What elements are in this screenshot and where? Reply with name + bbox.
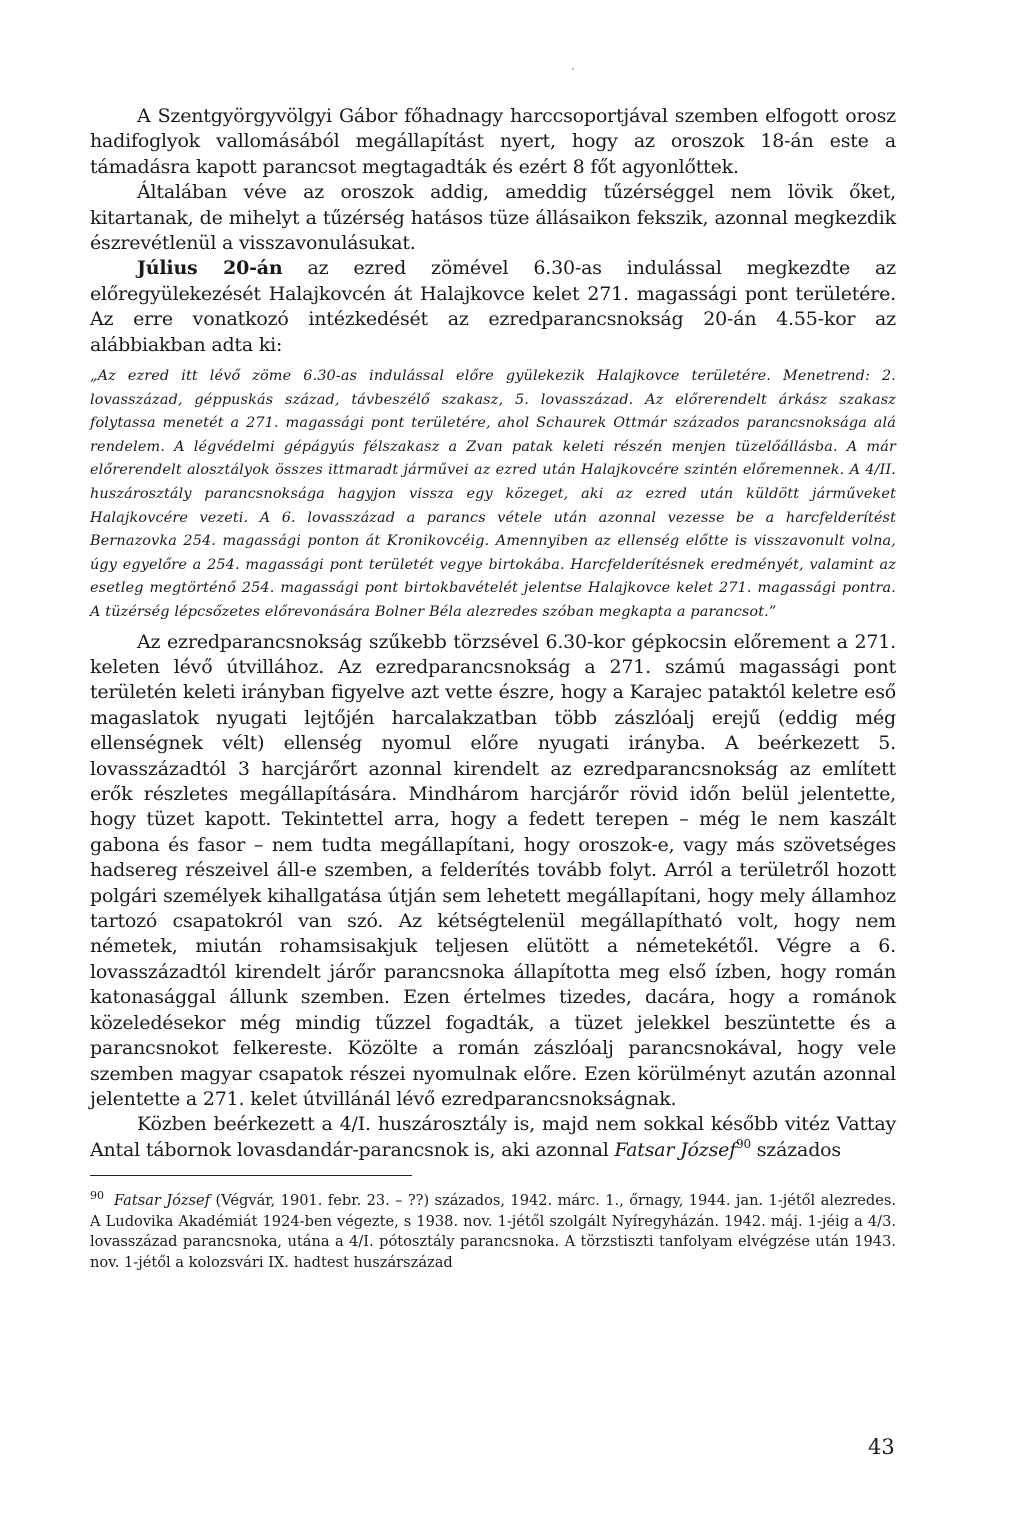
- quoted-order: „Az ezred itt lévő zöme 6.30-as indulással előre gyülekezik Halajkovce területére. Menetrend: 2. lovasszázad, géppuskás század, távbeszélő szakasz, 5. lovasszázad. Az előrerendelt árkász szakasz folytassa menetét a 271. magassági pont területére, ahol Schaurek Ottmár százados parancsnoksága alá rendelem. A légvédelmi gépágyús félszakasz a Zvan patak keleti részén menjen tüzelőállásba. A már előrerendelt alosztályok összes ittmaradt járművei az ezred után Halajkovcére szintén előremennek. A 4/II. huszárosztály parancsnoksága hagyjon vissza egy közeget, aki az ezred után küldött járműveket Halajkovcére vezeti. A 6. lovasszázad a parancs vétele után azonnal vezesse be a harcfelderítést Bernazovka 254. magassági ponton át Kronikovcéig. Amennyiben az ellenség előtte is visszavonult volna, úgy egyelőre a 254. magassági pont területét vegye birtokába. Harcfelderítésnek eredményét, valamint az esetleg megtörténő 254. magassági pont birtokbavételét jelentse Halajkovce kelet 271. magassági pontra. A tüzérség lépcsőzetes előrevonására Bolner Béla alezredes szóban megkapta a parancsot.”: [90, 368, 896, 620]
- date-heading: Július 20-án: [137, 257, 283, 280]
- scan-speck: [572, 68, 574, 70]
- paragraph-2: Általában véve az oroszok addig, ameddig tűzérséggel nem lövik őket, kitartanak, de mihelyt a tűzérség hatásos tüze állásaikon fekszik, azonnal megkezdik észrevétlenül a visszavonulásukat.: [90, 181, 896, 255]
- footnote-divider: [90, 1175, 412, 1176]
- paragraph-1: A Szentgyörgyvölgyi Gábor főhadnagy harccsoportjával szemben elfogott orosz hadifoglyok vallomásából megállapítást nyert, hogy az oroszok 18-án este a támadásra kapott parancsot megtagadták és ezért 8 főt agyonlőttek.: [90, 105, 896, 178]
- footnote-text: (Végvár, 1901. febr. 23. – ??) százados, 1942. márc. 1., őrnagy, 1944. jan. 1-jétől alezredes. A Ludovika Akadémiát 1924-ben végezte, s 1938. nov. 1-jétől szolgált Nyíregyházán. 1942. máj. 1-jéig a 4/3. lovasszázad parancsnoka, utána a 4/I. pótosztály parancsnoka. A törzstiszti tanfolyam elvégzése után 1943. nov. 1-jétől a kolozsvári IX. hadtest huszárszázad: [90, 1192, 896, 1271]
- paragraph-5-text-b: százados: [750, 1138, 841, 1161]
- footnote-number: 90: [90, 1189, 104, 1203]
- paragraph-5: [90, 1112, 896, 1163]
- page-body: [90, 104, 896, 1273]
- footnote-reference: 90: [736, 1136, 751, 1151]
- paragraph-4: Az ezredparancsnokság szűkebb törzsével 6.30-kor gépkocsin előrement a 271. keleten lévő útvillához. Az ezredparancsnokság a 271. számú magassági pont területén keleti irányban figyelve azt vette észre, hogy a Karajec pataktól keletre eső magaslatok nyugati lejtőjén harcalakzatban több zászlóalj erejű (eddig még ellenségnek vélt) ellenség nyomul előre nyugati irányba. A beérkezett 5. lovasszázadtól 3 harcjárőrt azonnal kirendelt az ezredparancsnokság az említett erők részletes megállapítására. Mindhárom harcjárőr rövid időn belül jelentette, hogy tüzet kapott. Tekintettel arra, hogy a fedett terepen – még le nem kaszált gabona és fasor – nem tudta megállapítani, hogy oroszok-e, vagy más szövetséges hadsereg részeivel áll-e szemben, a felderítés tovább folyt. Arról a területről hozott polgári személyek kihallgatása útján sem lehetett megállapítani, hogy mely államhoz tartozó csapatokról van szó. Az kétségtelenül megállapítható volt, hogy nem németek, miután rohamsisakjuk teljesen elütött a németekétől. Végre a 6. lovasszázadtól kirendelt járőr parancsnoka állapította meg első ízben, hogy román katonasággal állunk szemben. Ezen értelmes tizedes, dacára, hogy a románok közeledésekor még mindig tűzzel fogadták, a tüzet jelekkel beszüntette és a parancsnokot felkereste. Közölte a román zászlóalj parancsnokával, hogy vele szemben magyar csapatok részei nyomulnak előre. Ezen körülményt azután azonnal jelentette a 271. kelet útvillánál lévő ezredparancsnokságnak.: [90, 630, 896, 1110]
- footnote: [90, 1186, 896, 1273]
- footnote-name: Fatsar József: [114, 1192, 211, 1210]
- paragraph-5-text-a: Közben beérkezett a 4/I. huszárosztály is, majd nem sokkal később vitéz Vattay Antal tábornok lovasdandár-parancsnok is, aki azonnal: [90, 1113, 896, 1161]
- paragraph-3: [90, 256, 896, 358]
- person-name: Fatsar József: [614, 1138, 737, 1161]
- paragraph-3-text: az ezred zömével 6.30-as indulással megkezdte az előregyülekezését Halajkovcén át Halajkovce kelet 271. magassági pont területére. Az erre vonatkozó intézkedését az ezredparancsnokság 20-án 4.55-kor az alábbiakban adta ki:: [90, 257, 896, 356]
- page-number: 43: [868, 1435, 895, 1459]
